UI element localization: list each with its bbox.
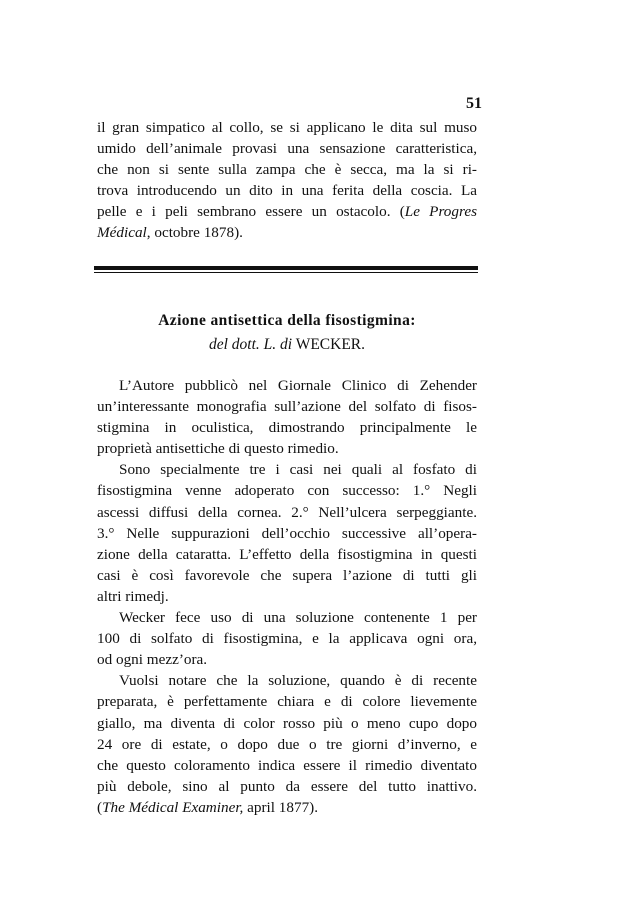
text-line: proprietà antisettiche di questo rimedio. xyxy=(97,440,339,458)
text-line: 24 ore di estate, o dopo due o tre giorni d’inverno, e xyxy=(97,735,477,753)
top-paragraph xyxy=(97,117,477,244)
text-line: 100 di solfato di fisostigmina, e la applicava ogni ora, xyxy=(97,630,477,648)
byline-author: WECKER. xyxy=(295,336,366,353)
text-line: ascessi diffusi della cornea. 2.° Nell’ulcera serpeggiante. xyxy=(97,503,477,521)
text-line xyxy=(97,797,477,818)
byline-prefix: del dott. L. di xyxy=(208,336,293,353)
text-line: più debole, sino al punto da essere del tutto inattivo. xyxy=(97,777,477,795)
text-line: preparata, è perfettamente chiara e di colore lievemente xyxy=(97,693,477,711)
text-line: fisostigmina venne adoperato con successo: 1.° Negli xyxy=(97,482,477,500)
citation-title: Le Progres xyxy=(404,203,477,221)
text-line: zione della cataratta. L’effetto della fisostigmina in questi xyxy=(97,545,477,563)
text-line: umido dell’animale provasi una sensazione caratteristica, xyxy=(97,140,477,158)
text-line: altri rimedj. xyxy=(97,587,169,605)
citation-title: The Médical Examiner, xyxy=(102,798,244,816)
citation-open: ( xyxy=(97,798,103,816)
text-fragment: pelle e i peli sembrano essere un ostacolo. ( xyxy=(97,203,405,221)
text-line: L’Autore pubblicò nel Giornale Clinico di Zehender xyxy=(119,377,477,394)
text-line: Wecker fece uso di una soluzione contenente 1 per xyxy=(119,609,477,627)
text-line: il gran simpatico al collo, se si applicano le dita sul muso xyxy=(97,119,477,136)
text-line xyxy=(97,201,477,222)
text-line: trova introducendo un dito in una ferita della coscia. La xyxy=(97,182,477,200)
citation-title-continued: Médical xyxy=(97,224,147,242)
article-byline xyxy=(97,336,477,354)
text-line: stigmina in oculistica, dimostrando principalmente le xyxy=(97,419,477,437)
text-line xyxy=(97,222,477,243)
article-title: Azione antisettica della fisostigmina: xyxy=(158,312,416,329)
section-divider-thin xyxy=(94,272,478,273)
article-body xyxy=(97,375,477,818)
text-line: che questo coloramento indica essere il rimedio diventato xyxy=(97,756,477,774)
text-line: un’interessante monografia sull’azione del solfato di fisos- xyxy=(97,398,477,416)
page-number: 51 xyxy=(466,95,482,112)
section-divider-thick xyxy=(94,266,478,270)
text-line: od ogni mezz’ora. xyxy=(97,651,208,669)
citation-rest: , octobre 1878). xyxy=(146,224,243,242)
citation-rest: april 1877). xyxy=(243,798,319,816)
text-line: 3.° Nelle suppurazioni dell’occhio successive all’opera- xyxy=(97,524,477,542)
text-line: casi è così favorevole che supera l’azione di tutti gli xyxy=(97,566,477,584)
text-line: Sono specialmente tre i casi nei quali al fosfato di xyxy=(119,461,477,479)
text-line: che non si sente sulla zampa che è secca, ma la si ri- xyxy=(97,161,477,179)
text-line: giallo, ma diventa di color rosso più o meno cupo dopo xyxy=(97,714,477,732)
text-line: Vuolsi notare che la soluzione, quando è di recente xyxy=(119,672,477,690)
